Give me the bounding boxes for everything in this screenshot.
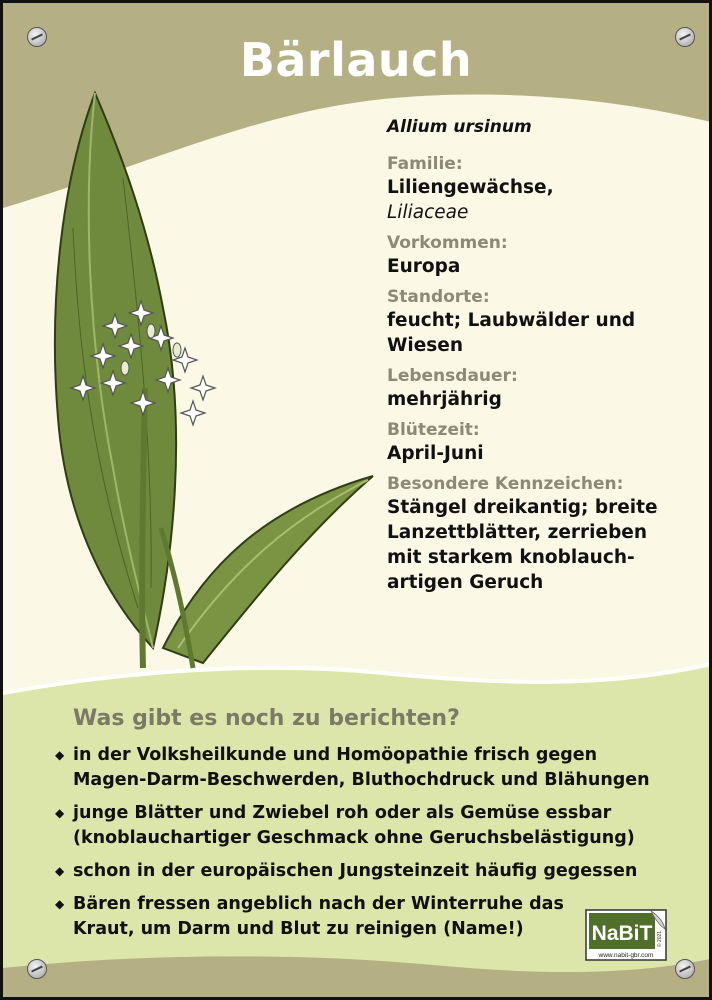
fact-line: junge Blätter und Zwiebel roh oder als Gemüse essbar — [73, 803, 612, 823]
features-value-line: mit starkem knoblauch- — [387, 547, 635, 568]
occurrence-label: Vorkommen: — [387, 233, 508, 253]
diamond-bullet-icon: ◆ — [55, 748, 65, 762]
family-label: Familie: — [387, 154, 463, 174]
list-item — [55, 892, 655, 942]
fact-line: Magen-Darm-Beschwerden, Bluthochdruck und Blähungen — [73, 770, 650, 790]
habitat-value — [387, 308, 697, 358]
latin-name: Allium ursinum — [387, 117, 532, 137]
more-info-heading: Was gibt es noch zu berichten? — [73, 706, 460, 731]
fact-line: in der Volksheilkunde und Homöopathie frisch gegen — [73, 745, 598, 765]
habitat-value-line: feucht; Laubwälder und — [387, 310, 636, 331]
diamond-bullet-icon: ◆ — [55, 806, 65, 820]
facts-list — [55, 743, 655, 950]
logo-text: NaBiT — [591, 922, 653, 945]
nabit-logo — [585, 909, 667, 961]
diamond-bullet-icon: ◆ — [55, 864, 65, 878]
diamond-bullet-icon: ◆ — [55, 897, 65, 911]
fact-line: Kraut, um Darm und Blut zu reinigen (Name!) — [73, 919, 524, 939]
fact-line: Bären fressen angeblich nach der Winterruhe das — [73, 894, 564, 914]
occurrence-value-line: Europa — [387, 256, 461, 277]
family-value — [387, 175, 697, 225]
fact-line: schon in der europäischen Jungsteinzeit häufig gegessen — [73, 861, 638, 881]
lifespan-value-line: mehrjährig — [387, 389, 502, 410]
lifespan-value — [387, 387, 697, 412]
habitat-label: Standorte: — [387, 287, 490, 307]
flowering-value — [387, 441, 697, 466]
wild-garlic-plant-illustration — [43, 88, 383, 673]
screw-icon — [675, 959, 695, 979]
list-item — [55, 859, 655, 884]
features-value-line: artigen Geruch — [387, 572, 544, 593]
features-label: Besondere Kennzeichen: — [387, 474, 624, 494]
logo-year: © 2021 — [657, 930, 663, 948]
page-title: Bärlauch — [239, 33, 473, 87]
fact-line: (knoblauchartiger Geschmack ohne Geruchsbelästigung) — [73, 828, 635, 848]
occurrence-value — [387, 254, 697, 279]
logo-url: www.nabit-gbr.com — [598, 952, 654, 959]
family-latin-value: Liliaceae — [387, 202, 469, 223]
lifespan-label: Lebensdauer: — [387, 366, 518, 386]
features-value-line: Lanzettblätter, zerrieben — [387, 522, 648, 543]
screw-icon — [27, 959, 47, 979]
family-value-line: Liliengewächse, — [387, 177, 554, 198]
features-value — [387, 495, 697, 595]
habitat-value-line: Wiesen — [387, 335, 464, 356]
flowering-value-line: April-Juni — [387, 443, 484, 464]
flowering-label: Blütezeit: — [387, 420, 480, 440]
features-value-line: Stängel dreikantig; breite — [387, 497, 658, 518]
list-item — [55, 801, 655, 851]
fact-sheet — [387, 117, 697, 602]
list-item — [55, 743, 655, 793]
